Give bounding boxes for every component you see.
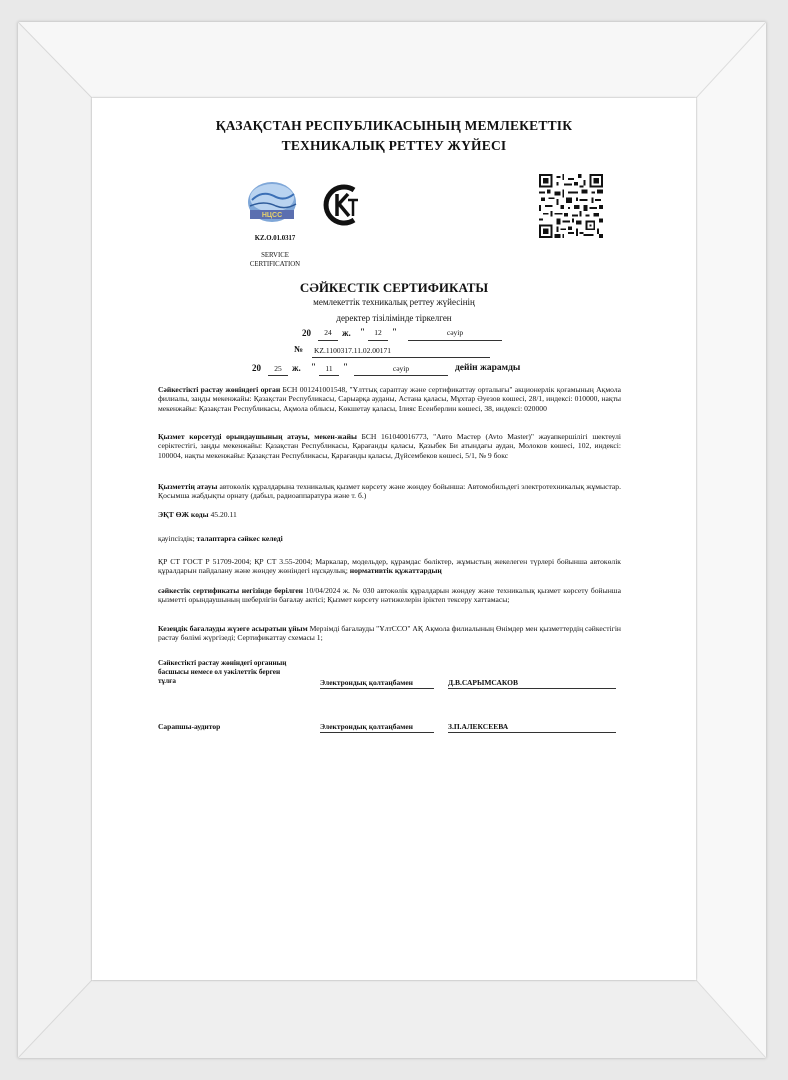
head-signatory-label	[158, 659, 318, 686]
organ-text: БСН 001241001548, "Ұлттық сараптау және сертификаттау орталығы" акционерлік қоғамының Ақмола филиалы, заңды мекенжайы: Қазақстан Республикасы, Сарыарқа ауданы, Астана қаласы, Мұхтар Әуезов көшесі, 28/1, индексі: 010000, нақты мекенжайы: Қазақстан Республикасы, Ақмола облысы, Көкшетау қаласы, Ілияс Есенберлин көшесі, 38, индексі: 020000	[158, 385, 621, 413]
head-signatory-name: Д.В.САРЫМСАКОВ	[448, 678, 518, 687]
valid-date-year: 25	[274, 364, 282, 373]
reg-date-month: сәуір	[446, 328, 464, 337]
basis-section	[158, 586, 621, 605]
accreditation-code: KZ.O.01.0317	[254, 235, 296, 242]
auditor-sign-underline	[320, 732, 434, 733]
head-label-line-2: басшысы немесе ол уәкілеттік берген	[158, 668, 281, 676]
service-label: Қызметтің атауы	[158, 482, 218, 491]
subtitle-line-1: мемлекеттік техникалық реттеу жүйесінің	[313, 297, 475, 307]
reg-date-year: 24	[324, 328, 332, 337]
subtitle-line-2: деректер тізілімінде тіркелген	[336, 313, 452, 323]
norms-bold: нормативтік құжаттардың	[349, 566, 442, 576]
head-sign-underline	[320, 688, 434, 689]
certificate-number: KZ.1100317.11.02.00171	[314, 346, 391, 355]
organ-label: Сәйкестікті растау жөніндегі орган	[158, 385, 281, 394]
safety-section	[158, 534, 621, 543]
basis-label: сәйкестік сертификаты негізінде берілген	[158, 586, 304, 595]
valid-date-prefix: 20	[252, 363, 261, 373]
valid-date-day: 11	[325, 364, 333, 373]
reg-date-day: 12	[374, 328, 382, 337]
valid-month-underline	[354, 375, 448, 376]
valid-day-underline	[319, 375, 339, 376]
valid-suffix: дейін жарамды	[455, 363, 521, 373]
number-label: №	[294, 344, 304, 354]
norms-section	[158, 557, 621, 576]
basis-text: 10/04/2024 ж. № 030 автокөлік құралдарын жөндеу және техникалық қызмет көрсету бойынша қызметті орындаушының шеберлігін бағалау актісі; Қызмет көрсету нәтижелерін іріктеп тексеру хаттамасы;	[158, 586, 621, 605]
head-label-line-1: Сәйкестікті растау жөніндегі органның	[158, 659, 287, 667]
certificate-title: СӘЙКЕСТІК СЕРТИФИКАТЫ	[299, 280, 489, 295]
service-provider-section	[158, 432, 621, 460]
header-line-2: ТЕХНИКАЛЫҚ РЕТТЕУ ЖҮЙЕСІ	[281, 138, 507, 153]
ekt-value: 45.20.11	[210, 510, 237, 519]
provider-text: БСН 161040016773, "Авто Мастер (Avto Master)" жауапкершілігі шектеулі серіктестігі, заңды мекенжайы: Қазақстан Республикасы, Қарағанды қаласы, Қазыбек Би атындағы аудан, Молоков көшесі, 102, индексі: 100004, нақты мекенжайы: Қазақстан Республикасы, Қарағанды қаласы, Дүйсембеков көшесі, 5/1, № 9 бокс	[158, 432, 621, 460]
reg-day-underline	[368, 340, 388, 341]
head-electronic-signature: Электрондық қолтаңбамен	[320, 678, 413, 687]
certifying-organ-section	[158, 385, 621, 413]
provider-label: Қызмет көрсетуді орындаушының атауы, мекен-жайы	[158, 432, 357, 441]
periodic-assessment-section	[158, 624, 621, 643]
svg-text:НЦСС: НЦСС	[261, 212, 283, 219]
service-name-section	[158, 482, 621, 501]
service-line-2: CERTIFICATION	[249, 260, 301, 268]
reg-date-zh: ж.	[342, 328, 351, 338]
head-label-line-3: тұлға	[158, 677, 177, 685]
certificate-page	[92, 98, 696, 980]
qr-code-icon[interactable]	[538, 174, 604, 238]
valid-date-month: сәуір	[392, 364, 410, 373]
auditor-name: З.П.АЛЕКСЕЕВА	[448, 722, 509, 731]
reg-month-underline	[408, 340, 502, 341]
safety-bold: талаптарға сәйкес келеді	[196, 534, 283, 543]
auditor-name-underline	[448, 732, 616, 733]
periodic-text: Мерзімді бағалауды "ҰлтССО" АҚ Ақмола филиалының Өнімдер мен қызметтердің сәйкестігін растау бөлімі жүргізеді; Сертификаттау схемасы 1;	[158, 624, 621, 643]
auditor-label: Сарапшы-аудитор	[158, 722, 221, 731]
head-name-underline	[448, 688, 616, 689]
number-underline	[312, 357, 490, 358]
reg-quote-open: "	[360, 327, 365, 337]
valid-quote-close: "	[343, 362, 348, 372]
periodic-label: Кезеңдік бағалауды жүзеге асыратын ұйым	[158, 624, 308, 633]
kz-conformity-mark-icon	[318, 182, 364, 228]
valid-year-underline	[268, 375, 288, 376]
ekt-code-section	[158, 510, 621, 519]
service-text: автокөлік құралдарына техникалық қызмет көрсету және жөндеу бойынша: Автомобильдегі электротехникалық жұмыстар. Қосымша жабдықты орнату (дабыл, радиоаппаратура және т. б.)	[158, 482, 622, 501]
reg-year-underline	[318, 340, 338, 341]
auditor-electronic-signature: Электрондық қолтаңбамен	[320, 722, 413, 731]
ekt-label: ЭҚТ ӨЖ коды	[158, 510, 209, 519]
valid-quote-open: "	[311, 362, 316, 372]
valid-date-zh: ж.	[292, 363, 301, 373]
norms-text: ҚР СТ ГОСТ Р 51709-2004; ҚР СТ 3.55-2004; Маркалар, модельдер, құрамдас бөліктер, жұмыстың жекелеген түрлері бойынша автокөлік құралдарын пайдалану және жөндеу жөніндегі нұсқаулық;	[158, 557, 621, 576]
safety-prefix: қауіпсіздік;	[158, 534, 195, 543]
globe-logo-icon	[244, 180, 300, 226]
service-certification-label	[234, 252, 316, 269]
service-line-1: SERVICE	[261, 252, 289, 259]
reg-date-prefix: 20	[302, 328, 311, 338]
header-line-1: ҚАЗАҚСТАН РЕСПУБЛИКАСЫНЫҢ МЕМЛЕКЕТТІК	[215, 118, 573, 133]
reg-quote-close: "	[392, 327, 397, 337]
